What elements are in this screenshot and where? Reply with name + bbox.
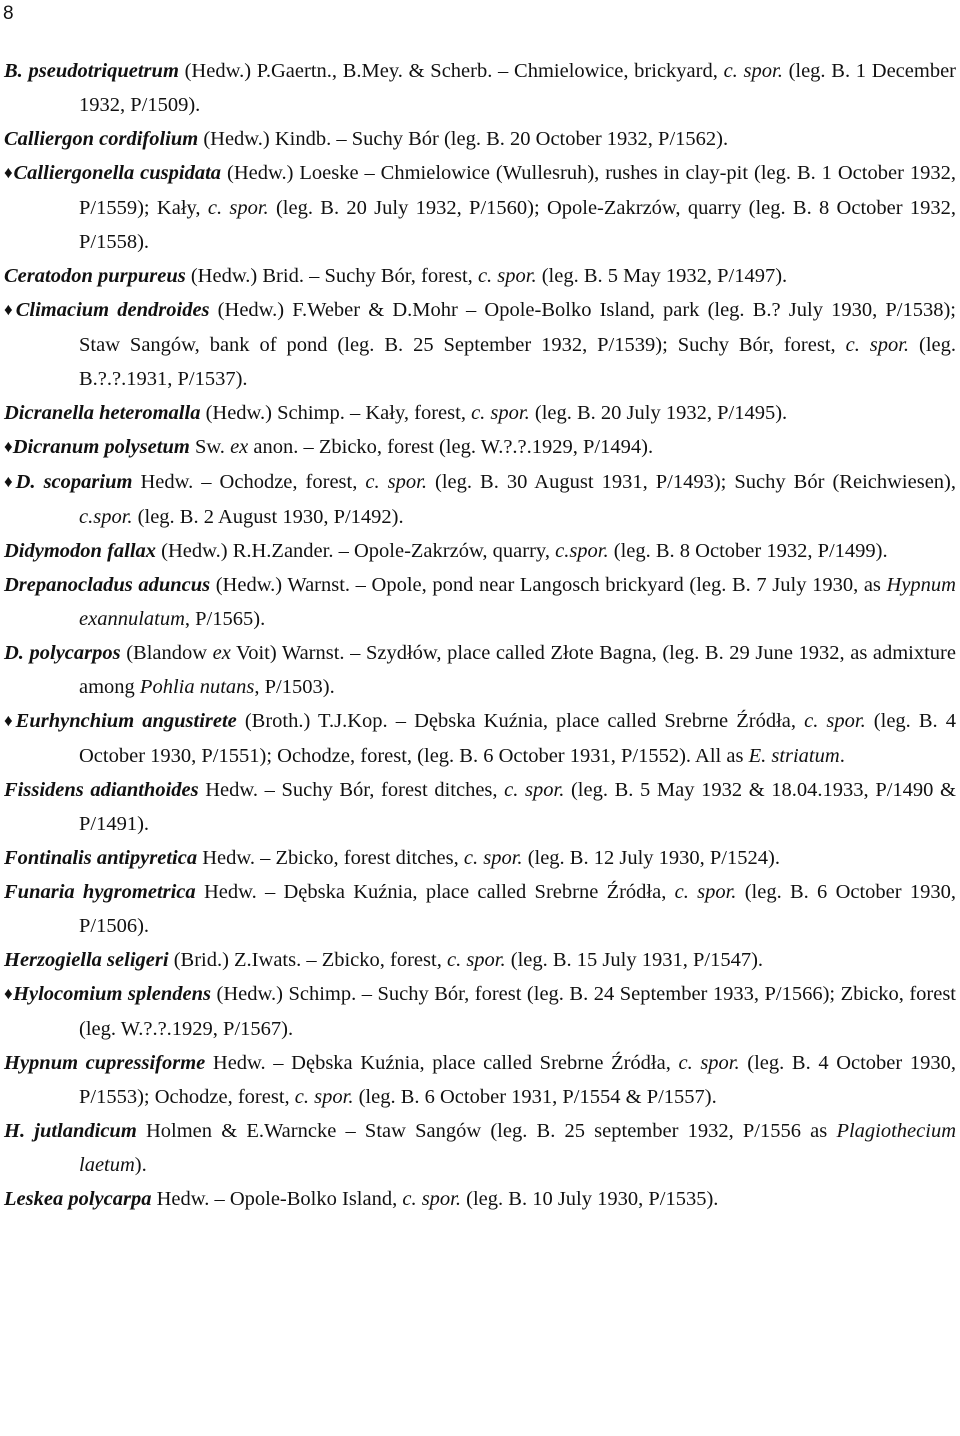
italic-text: c. spor.: [463, 847, 523, 869]
entry-text: (leg. B. 30 August 1931, P/1493); Suchy Bór (Reichwiesen),: [426, 471, 956, 493]
italic-text: Hypnum exannulatum: [79, 574, 956, 630]
entry-text: (Hedw.) Loeske – Chmielowice (Wullesruh), rushes in clay-pit (leg. B. 1 October 1932, P/1559); Kały,: [79, 162, 956, 219]
entry-text: (leg. B. 5 May 1932 & 18.04.1933, P/1490 & P/1491).: [79, 779, 956, 835]
entry-text: (Hedw.) P.Gaertn., B.Mey. & Scherb. – Chmielowice, brickyard,: [178, 60, 724, 82]
entry-text: (leg. B. 6 October 1931, P/1554 & P/1557).: [353, 1086, 717, 1108]
species-entry: [4, 54, 956, 122]
italic-text: c. spor.: [471, 402, 530, 424]
entry-text: Holmen & E.Warncke – Staw Sangów (leg. B. 25 september 1932, P/1556 as: [136, 1120, 837, 1142]
italic-text: c. spor.: [845, 334, 910, 356]
taxon-name: Ceratodon purpureus: [4, 265, 186, 287]
species-entry: [4, 568, 956, 636]
entry-text: , P/1503).: [254, 676, 335, 698]
species-entry: [4, 773, 956, 841]
species-entry: [4, 430, 956, 465]
species-entry: [4, 293, 956, 396]
diamond-marker-icon: ♦: [4, 984, 14, 1003]
italic-text: Pohlia nutans: [139, 676, 255, 698]
taxon-name: B. pseudotriquetrum: [4, 60, 179, 82]
entry-text: (Hedw.) Kindb. – Suchy Bór (leg. B. 20 October 1932, P/1562).: [198, 128, 729, 150]
species-entry: [4, 1114, 956, 1182]
entry-text: (Hedw.) Warnst. – Opole, pond near Langosch brickyard (leg. B. 7 July 1930, as: [210, 574, 887, 596]
entry-text: (leg. B.?.?.1931, P/1537).: [79, 334, 956, 390]
entry-text: (leg. B. 12 July 1930, P/1524).: [522, 847, 780, 869]
italic-text: c. spor.: [678, 1052, 740, 1074]
taxon-name: Fontinalis antipyretica: [4, 847, 198, 869]
italic-text: Plagiothecium laetum: [79, 1120, 957, 1176]
entry-text: (leg. B. 15 July 1931, P/1547).: [505, 949, 764, 971]
entry-text: (leg. B. 2 August 1930, P/1492).: [132, 506, 404, 528]
entry-text: (leg. B. 20 July 1932, P/1495).: [529, 402, 788, 424]
italic-text: c. spor.: [365, 471, 427, 493]
italic-text: c. spor.: [207, 197, 269, 219]
species-entry: [4, 259, 956, 293]
taxon-name: Calliergon cordifolium: [4, 128, 199, 150]
diamond-marker-icon: ♦: [4, 300, 16, 319]
species-entry: [4, 1046, 956, 1114]
italic-text: c. spor.: [477, 265, 537, 287]
entry-text: , P/1565).: [184, 608, 266, 630]
italic-text: c. spor.: [446, 949, 506, 971]
species-entry: [4, 156, 956, 259]
taxon-name: Climacium dendroides: [15, 299, 210, 321]
taxon-name: D. scoparium: [15, 471, 133, 493]
species-entry: [4, 1182, 956, 1216]
taxon-name: Leskea polycarpa: [4, 1188, 152, 1210]
entry-text: Hedw. – Suchy Bór, forest ditches,: [198, 779, 505, 801]
species-entry: [4, 704, 956, 773]
species-entry: [4, 977, 956, 1046]
taxon-name: Dicranella heteromalla: [4, 402, 201, 424]
entry-text: .: [839, 745, 845, 767]
entry-text: Hedw. – Zbicko, forest ditches,: [197, 847, 464, 869]
entry-text: (leg. B. 5 May 1932, P/1497).: [536, 265, 788, 287]
entry-text: (Blandow: [120, 642, 213, 664]
entry-text: (Brid.) Z.Iwats. – Zbicko, forest,: [168, 949, 447, 971]
species-list: [4, 54, 956, 1216]
taxon-name: Drepanocladus aduncus: [4, 574, 211, 596]
entry-text: Hedw. – Dębska Kuźnia, place called Srebrne Źródła,: [195, 881, 675, 903]
species-entry: [4, 636, 956, 704]
italic-text: c.spor.: [555, 540, 609, 562]
entry-text: (leg. B. 6 October 1930, P/1506).: [79, 881, 956, 937]
italic-text: c. spor.: [402, 1188, 462, 1210]
italic-text: E. striatum: [748, 745, 840, 767]
taxon-name: Funaria hygrometrica: [4, 881, 196, 903]
entry-text: (leg. B. 20 July 1932, P/1560); Opole-Zakrzów, quarry (leg. B. 8 October 1932, P/1558).: [79, 197, 956, 253]
entry-text: Hedw. – Dębska Kuźnia, place called Srebrne Źródła,: [205, 1052, 679, 1074]
species-entry: [4, 943, 956, 977]
diamond-marker-icon: ♦: [4, 711, 16, 730]
diamond-marker-icon: ♦: [4, 163, 14, 182]
italic-text: c. spor.: [294, 1086, 354, 1108]
entry-text: (Hedw.) F.Weber & D.Mohr – Opole-Bolko Island, park (leg. B.? July 1930, P/1538); Staw Sangów, bank of pond (leg. B. 25 September 1932, P/1539); Suchy Bór, forest,: [79, 299, 956, 356]
taxon-name: Didymodon fallax: [4, 540, 157, 562]
taxon-name: D. polycarpos: [4, 642, 121, 664]
entry-text: anon. – Zbicko, forest (leg. W.?.?.1929, P/1494).: [248, 436, 654, 458]
italic-text: c. spor.: [674, 881, 737, 903]
entry-text: (Hedw.) Schimp. – Suchy Bór, forest (leg. B. 24 September 1933, P/1566); Zbicko, forest (leg. W.?.?.1929, P/1567).: [79, 983, 956, 1040]
italic-text: ex: [230, 436, 249, 458]
entry-text: Voit) Warnst. – Szydłów, place called Złote Bagna, (leg. B. 29 June 1932, as admixture among: [79, 642, 956, 698]
italic-text: c.spor.: [79, 506, 133, 528]
entry-text: (Hedw.) Schimp. – Kały, forest,: [200, 402, 472, 424]
taxon-name: Herzogiella seligeri: [4, 949, 169, 971]
page-number: 8: [3, 3, 14, 24]
species-entry: [4, 396, 956, 430]
taxon-name: Eurhynchium angustirete: [15, 710, 237, 732]
taxon-name: Hylocomium splendens: [13, 983, 212, 1005]
taxon-name: H. jutlandicum: [4, 1120, 137, 1142]
diamond-marker-icon: ♦: [4, 472, 16, 491]
diamond-marker-icon: ♦: [4, 437, 13, 456]
entry-text: (leg. B. 10 July 1930, P/1535).: [461, 1188, 719, 1210]
entry-text: (leg. B. 4 October 1930, P/1551); Ochodze, forest, (leg. B. 6 October 1931, P/1552). All as: [79, 710, 957, 767]
species-entry: [4, 465, 956, 534]
entry-text: Hedw. – Ochodze, forest,: [132, 471, 366, 493]
italic-text: c. spor.: [723, 60, 783, 82]
entry-text: ).: [134, 1154, 147, 1176]
entry-text: (Hedw.) Brid. – Suchy Bór, forest,: [185, 265, 478, 287]
taxon-name: Fissidens adianthoides: [4, 779, 199, 801]
taxon-name: Hypnum cupressiforme: [4, 1052, 206, 1074]
italic-text: c. spor.: [804, 710, 866, 732]
entry-text: (leg. B. 8 October 1932, P/1499).: [608, 540, 888, 562]
entry-text: (leg. B. 1 December 1932, P/1509).: [79, 60, 956, 116]
italic-text: c. spor.: [504, 779, 565, 801]
species-entry: [4, 841, 956, 875]
species-entry: [4, 534, 956, 568]
taxon-name: Calliergonella cuspidata: [13, 162, 222, 184]
entry-text: (Broth.) T.J.Kop. – Dębska Kuźnia, place called Srebrne Źródła,: [236, 710, 805, 732]
entry-text: Sw.: [189, 436, 231, 458]
species-entry: [4, 875, 956, 943]
entry-text: (leg. B. 4 October 1930, P/1553); Ochodze, forest,: [79, 1052, 956, 1108]
italic-text: ex: [212, 642, 231, 664]
entry-text: (Hedw.) R.H.Zander. – Opole-Zakrzów, quarry,: [156, 540, 556, 562]
taxon-name: Dicranum polysetum: [12, 436, 190, 458]
species-entry: [4, 122, 956, 156]
entry-text: Hedw. – Opole-Bolko Island,: [151, 1188, 403, 1210]
